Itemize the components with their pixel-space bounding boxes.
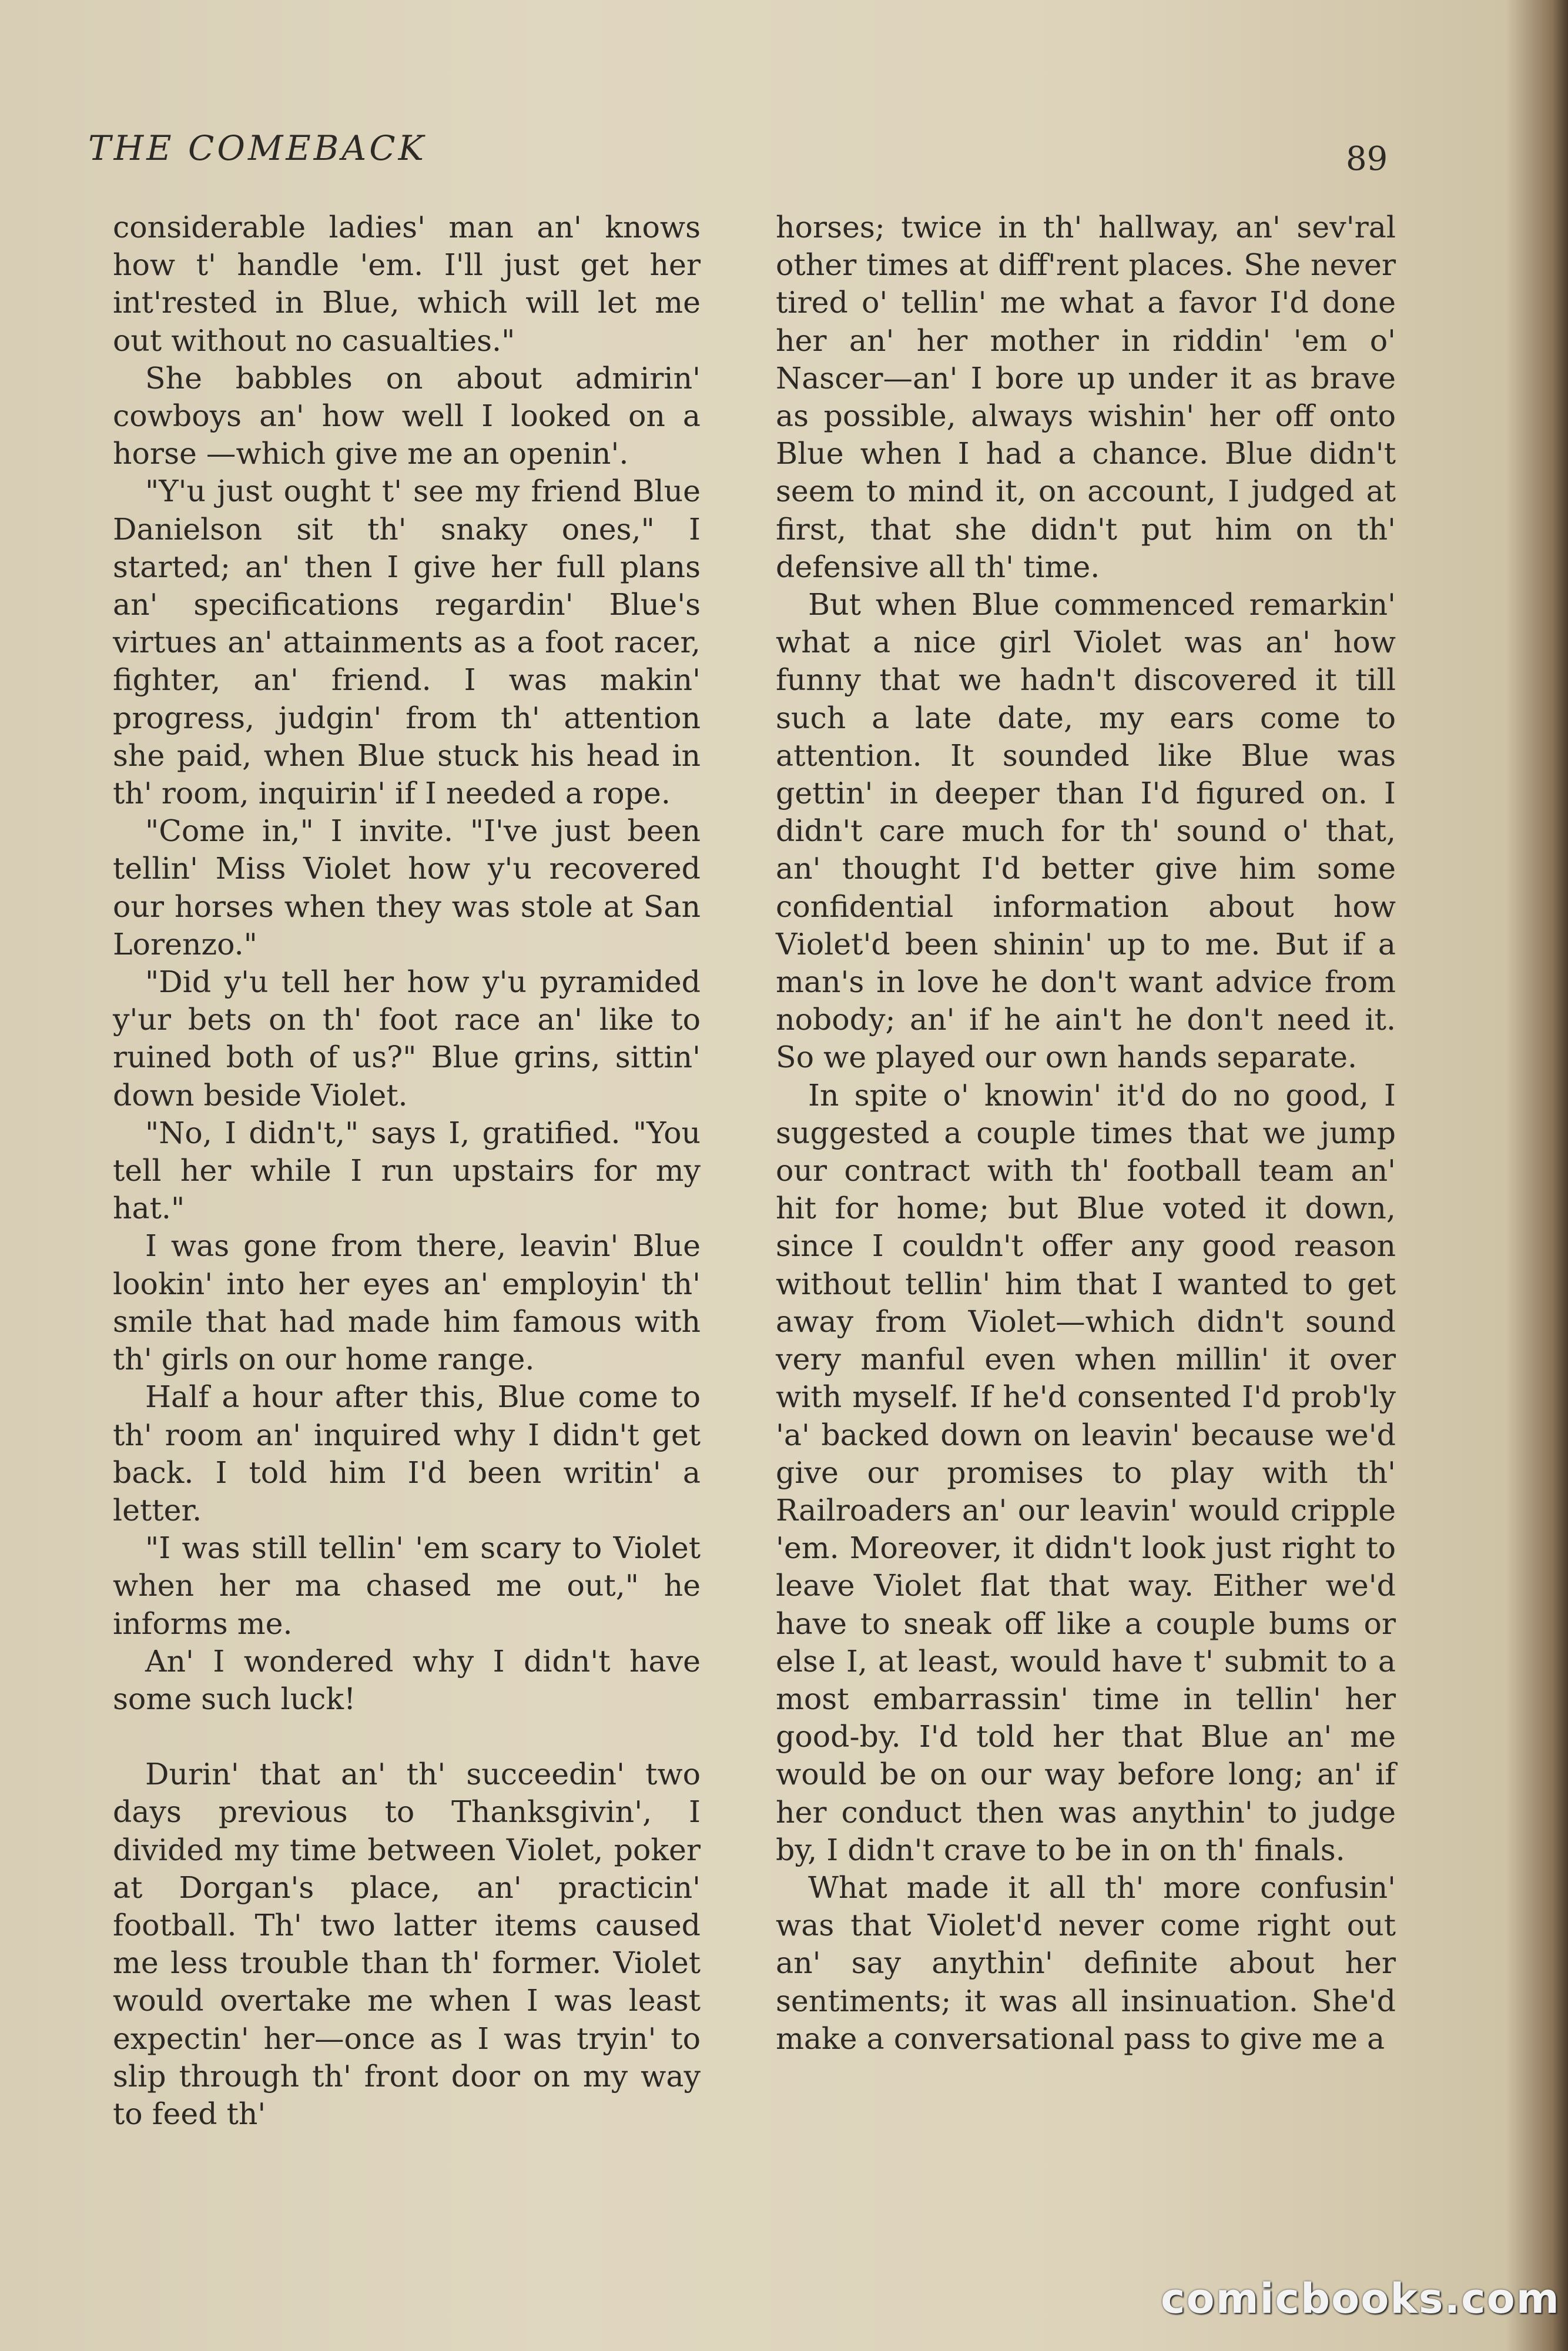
- paragraph: I was gone from there, leavin' Blue lookin' into her eyes an' employin' th' smile that had made him famous with th' girls on our home range.: [113, 1228, 701, 1377]
- paragraph: In spite o' knowin' it'd do no good, I suggested a couple times that we jump our contract with th' football team an' hit for home; but Blue voted it down, since I couldn't offer any good reason without tellin' him that I wanted to get away from Violet—which didn't sound very manful even when millin' it over with myself. If he'd consented I'd prob'ly 'a' backed down on leavin' because we'd give our promises to play with th' Railroaders an' our leavin' would cripple 'em. Moreover, it didn't look just right to leave Violet flat that way. Either we'd have to sneak off like a couple bums or else I, at least, would have t' submit to a most embarrassin' time in tellin' her good-by. I'd told her that Blue an' me would be on our way before long; an' if her conduct then was anythin' to judge by, I didn't crave to be in on th' finals.: [776, 1077, 1396, 1867]
- page-number: 89: [1346, 140, 1388, 178]
- running-header-title: THE COMEBACK: [88, 128, 427, 168]
- paragraph: An' I wondered why I didn't have some such luck!: [113, 1643, 701, 1716]
- paragraph: "No, I didn't," says I, gratified. "You tell her while I run upstairs for my hat.": [113, 1115, 701, 1226]
- paragraph: "Y'u just ought t' see my friend Blue Danielson sit th' snaky ones," I started; an' then I give her full plans an' specifications regardin' Blue's virtues an' attainments as a foot racer, fighter, an' friend. I was makin' progress, judgin' from th' attention she paid, when Blue stuck his head in th' room, inquirin' if I needed a rope.: [113, 474, 701, 811]
- right-text-column: [776, 209, 1396, 2058]
- paragraph: horses; twice in th' hallway, an' sev'ral other times at diff'rent places. She never tired o' tellin' me what a favor I'd done her an' her mother in riddin' 'em o' Nascer—an' I bore up under it as brave as possible, always wishin' her off onto Blue when I had a chance. Blue didn't seem to mind it, on account, I judged at first, that she didn't put him on th' defensive all th' time.: [776, 210, 1396, 584]
- site-watermark: comicbooks.com: [1161, 2275, 1560, 2323]
- paragraph: "Did y'u tell her how y'u pyramided y'ur bets on th' foot race an' like to ruined both of us?" Blue grins, sittin' down beside Violet.: [113, 964, 701, 1113]
- left-text-column: [113, 209, 701, 2133]
- paragraph: Half a hour after this, Blue come to th' room an' inquired why I didn't get back. I told him I'd been writin' a letter.: [113, 1379, 701, 1528]
- paragraph: She babbles on about admirin' cowboys an' how well I looked on a horse —which give me an openin'.: [113, 360, 701, 471]
- paragraph: considerable ladies' man an' knows how t' handle 'em. I'll just get her int'rested in Blue, which will let me out without no casualties.": [113, 210, 701, 358]
- paragraph: "Come in," I invite. "I've just been tellin' Miss Violet how y'u recovered our horses when they was stole at San Lorenzo.": [113, 813, 701, 962]
- paragraph: "I was still tellin' 'em scary to Violet when her ma chased me out," he informs me.: [113, 1531, 701, 1641]
- paragraph: But when Blue commenced remarkin' what a nice girl Violet was an' how funny that we hadn't discovered it till such a late date, my ears come to attention. It sounded like Blue was gettin' in deeper than I'd figured on. I didn't care much for th' sound o' that, an' thought I'd better give him some confidential information about how Violet'd been shinin' up to me. But if a man's in love he don't want advice from nobody; an' if he ain't he don't need it. So we played our own hands separate.: [776, 587, 1396, 1075]
- paragraph: Durin' that an' th' succeedin' two days previous to Thanksgivin', I divided my time between Violet, poker at Dorgan's place, an' practicin' football. Th' two latter items caused me less trouble than th' former. Violet would overtake me when I was least expectin' her—once as I was tryin' to slip through th' front door on my way to feed th': [113, 1757, 701, 2131]
- paragraph: What made it all th' more confusin' was that Violet'd never come right out an' say anythin' definite about her sentiments; it was all insinuation. She'd make a conversational pass to give me a: [776, 1870, 1396, 2056]
